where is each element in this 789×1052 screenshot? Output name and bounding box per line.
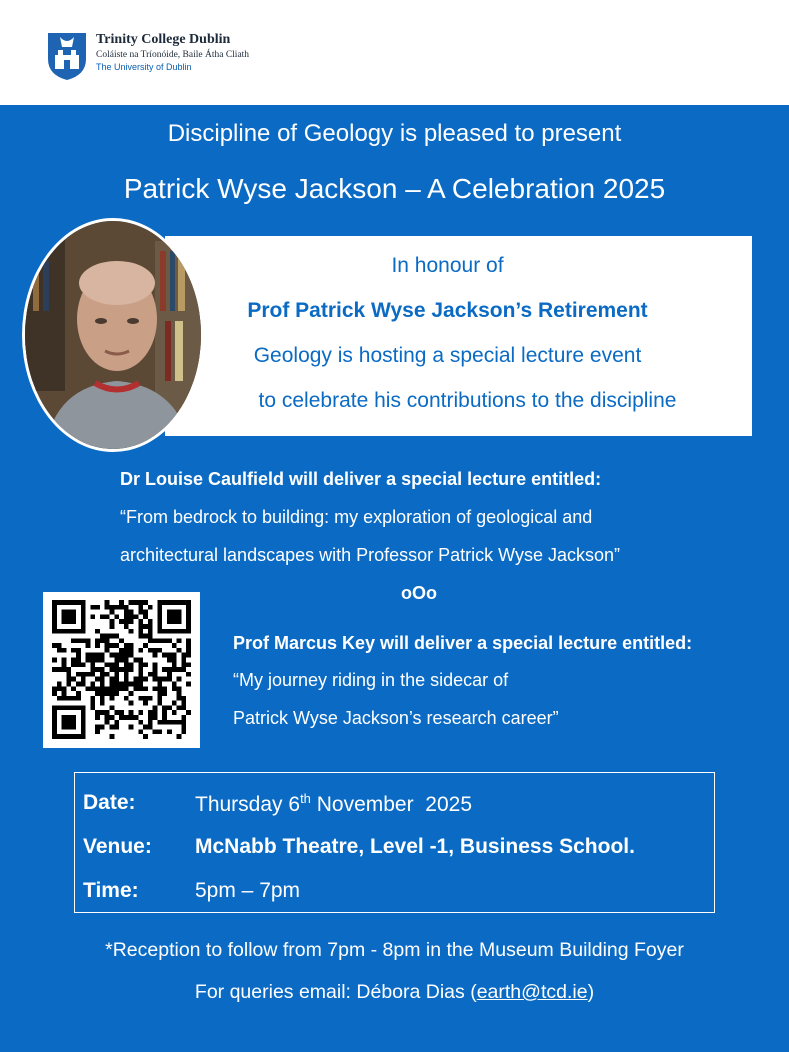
date-label: Date: <box>83 791 136 814</box>
lecture1-title-line2: architectural landscapes with Professor Patrick Wyse Jackson” <box>120 545 621 565</box>
logo-irish-name: Coláiste na Tríonóide, Baile Átha Cliath <box>96 50 250 60</box>
queries-line <box>0 981 789 1004</box>
lecture2-heading: Prof Marcus Key will deliver a special lecture entitled: <box>233 633 693 653</box>
lecture2-title-line2: Patrick Wyse Jackson’s research career” <box>233 708 559 728</box>
lecture1-title-line1: “From bedrock to building: my exploration of geological and <box>120 507 593 527</box>
qr-code[interactable] <box>43 592 200 748</box>
event-title: Patrick Wyse Jackson – A Celebration 2025 <box>123 173 666 204</box>
time-value: 5pm – 7pm <box>195 879 301 902</box>
date-value <box>195 791 472 817</box>
intro-text: Discipline of Geology is pleased to present <box>167 120 622 147</box>
queries-prefix: For queries email: Débora Dias ( <box>194 981 477 1003</box>
honour-box <box>165 236 752 436</box>
honour-line-3: Geology is hosting a special lecture event <box>253 344 642 367</box>
event-details-box <box>74 772 715 913</box>
header <box>0 0 789 105</box>
honour-line-4: to celebrate his contributions to the discipline <box>258 389 677 412</box>
venue-value: McNabb Theatre, Level -1, Business School. <box>195 835 635 858</box>
separator: oOo <box>401 583 437 603</box>
reception-note: *Reception to follow from 7pm - 8pm in the Museum Building Foyer <box>105 939 684 961</box>
tcd-crest-icon <box>46 31 88 81</box>
honour-line-1: In honour of <box>391 254 504 277</box>
logo-name: Trinity College Dublin <box>96 32 231 47</box>
date-suffix: November 2025 <box>310 793 472 816</box>
lecture2-title-line1: “My journey riding in the sidecar of <box>233 670 509 690</box>
email-link[interactable]: earth@tcd.ie <box>476 981 588 1003</box>
date-suffix-sup: th <box>300 791 311 806</box>
queries-suffix: ) <box>587 981 595 1003</box>
time-label: Time: <box>83 879 139 902</box>
venue-label: Venue: <box>83 835 152 858</box>
logo-text <box>96 32 249 72</box>
portrait-photo <box>22 218 204 452</box>
qr-code-icon <box>52 600 191 739</box>
logo-subtitle: The University of Dublin <box>96 62 192 72</box>
lecture1-heading: Dr Louise Caulfield will deliver a special lecture entitled: <box>120 469 602 489</box>
date-prefix: Thursday 6 <box>195 793 301 816</box>
qr-modules <box>52 600 191 739</box>
honour-line-2: Prof Patrick Wyse Jackson’s Retirement <box>247 299 648 322</box>
